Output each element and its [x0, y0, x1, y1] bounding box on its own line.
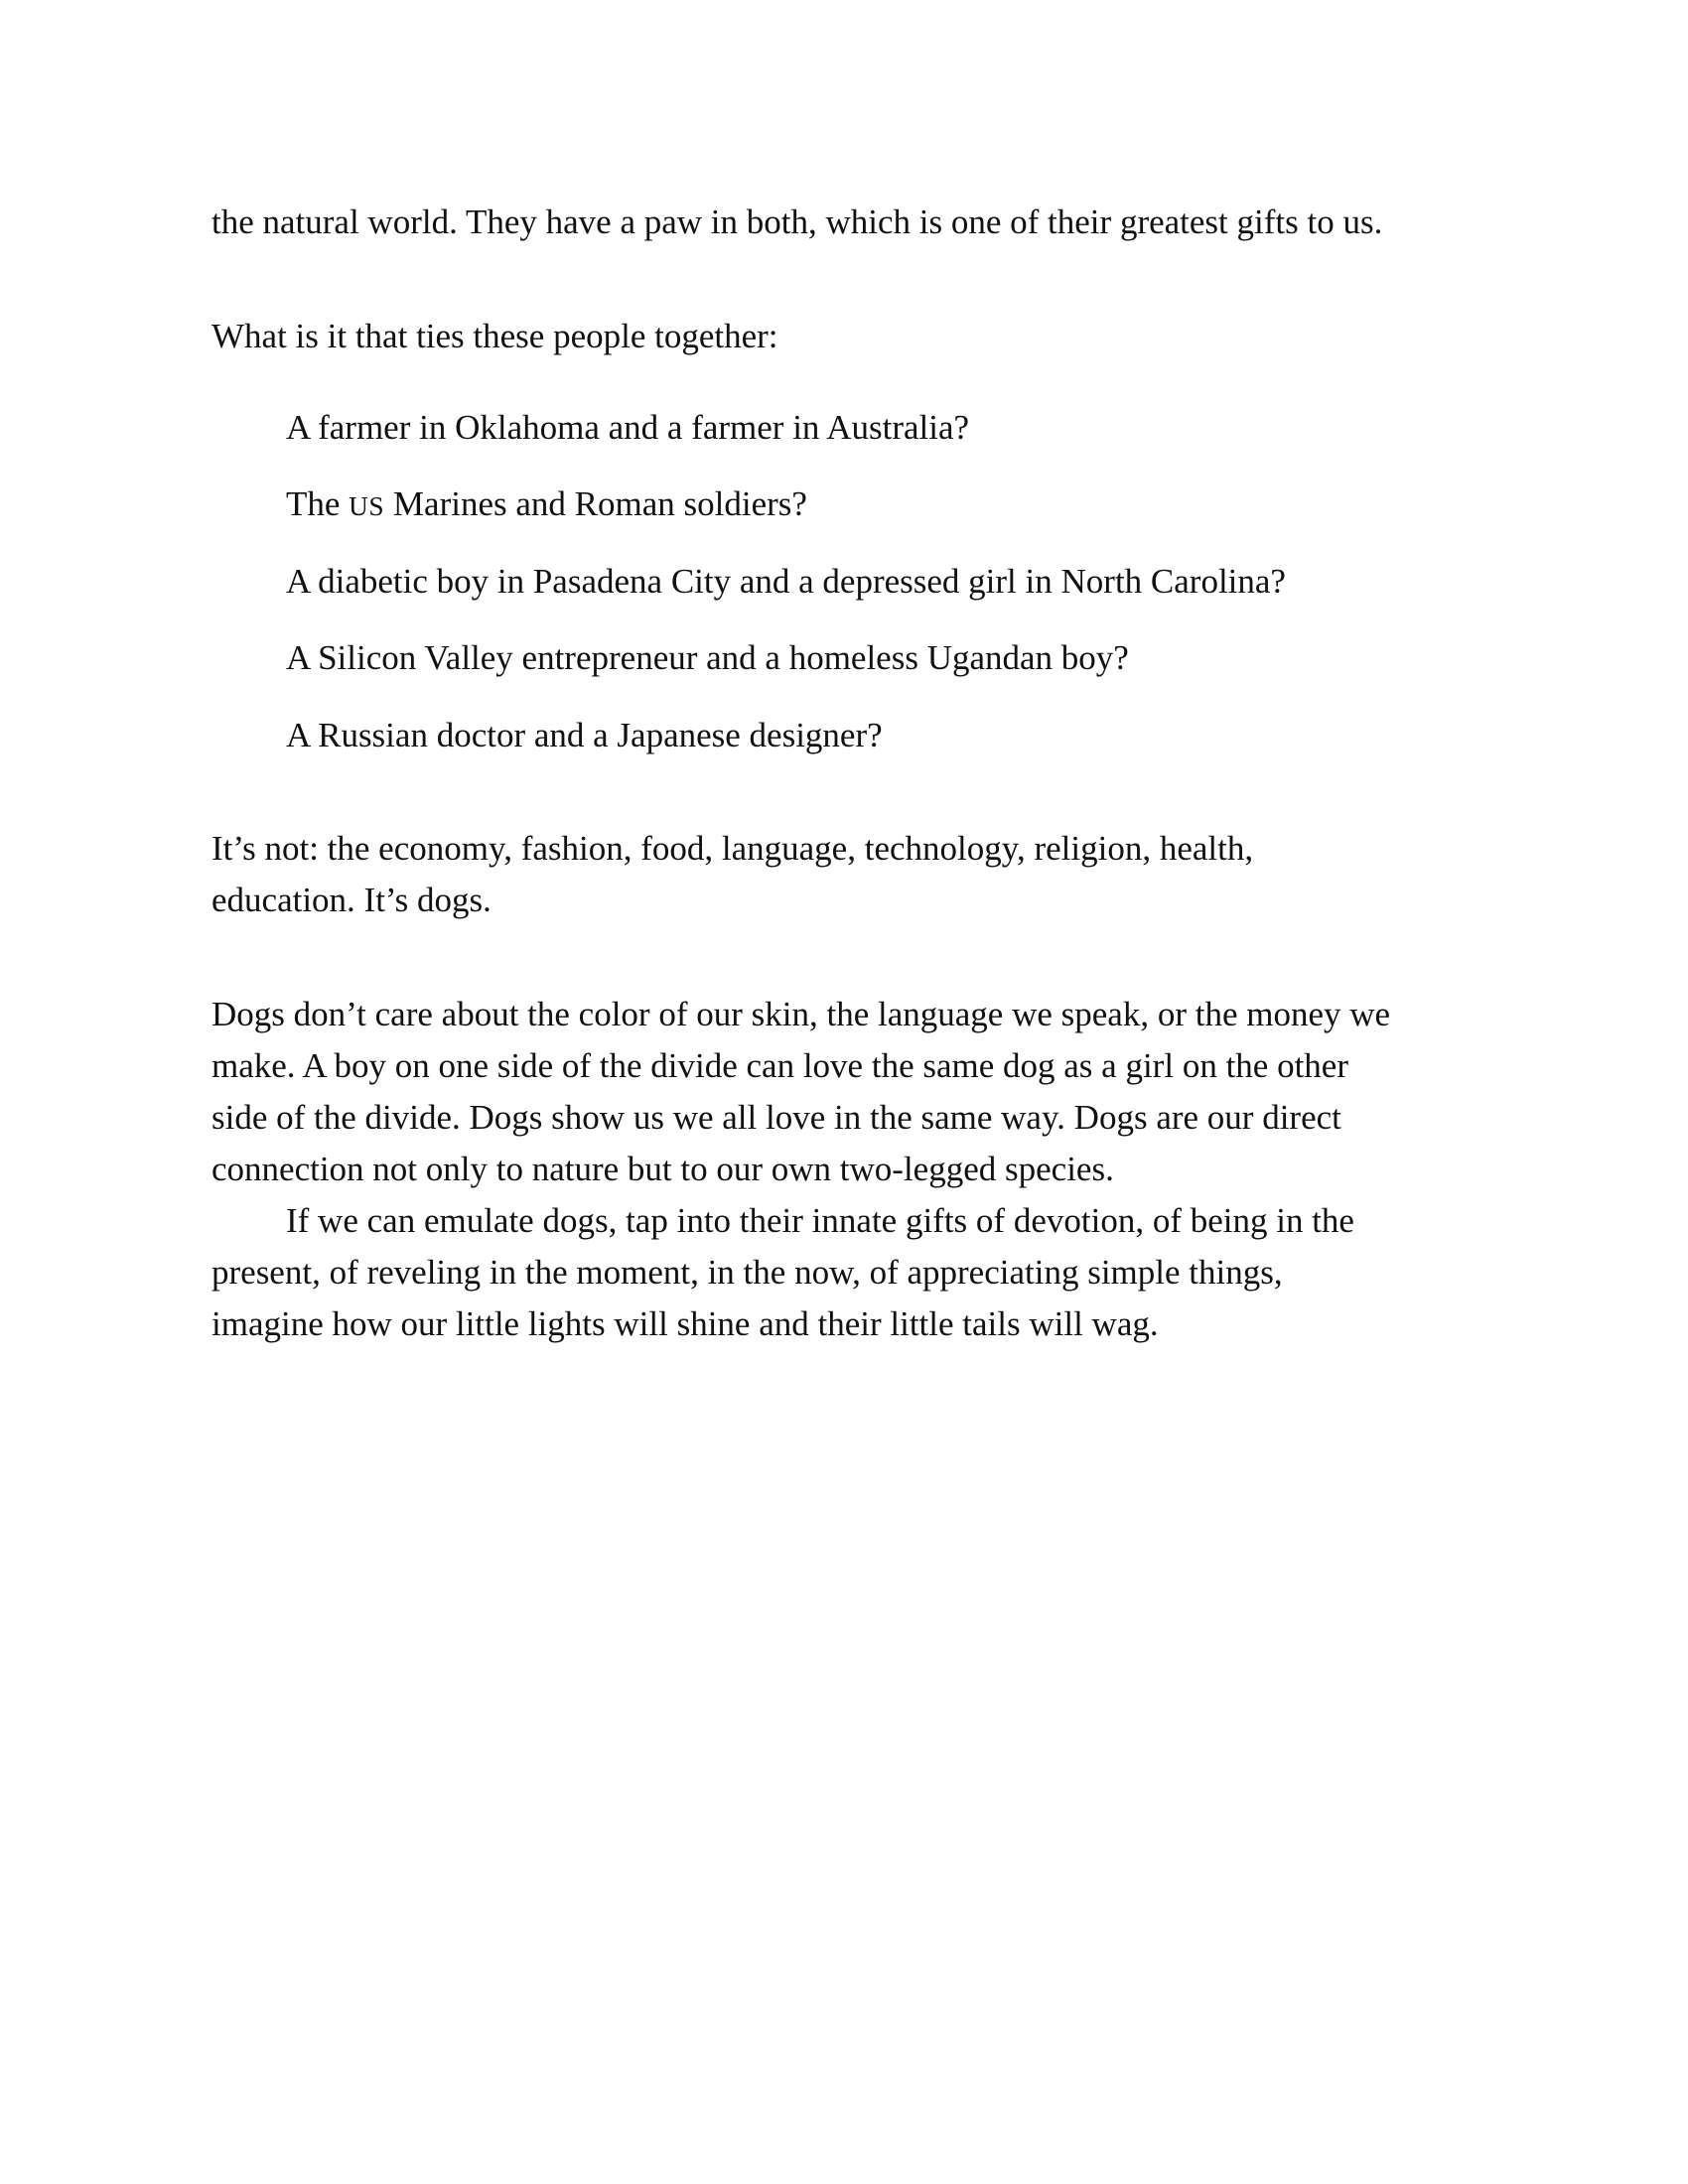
body-line: It’s not: the economy, fashion, food, language, technology, religion, health,	[211, 829, 1254, 868]
list-item: A Russian doctor and a Japanese designer?	[286, 716, 883, 754]
body-line: What is it that ties these people together:	[211, 317, 778, 355]
question-paragraph	[211, 311, 1492, 362]
body-line: imagine how our little lights will shine and their little tails will wag.	[211, 1304, 1159, 1343]
body-line: education. It’s dogs.	[211, 881, 492, 919]
list-item: A diabetic boy in Pasadena City and a depressed girl in North Carolina?	[286, 562, 1286, 601]
list-item	[286, 478, 807, 532]
body-line: connection not only to nature but to our own two-legged species.	[211, 1150, 1114, 1188]
list-item: A Silicon Valley entrepreneur and a homeless Ugandan boy?	[286, 638, 1129, 677]
list-item: A farmer in Oklahoma and a farmer in Australia?	[286, 408, 970, 447]
body-line: the natural world. They have a paw in both, which is one of their greatest gifts to us.	[211, 203, 1383, 241]
body-line: If we can emulate dogs, tap into their innate gifts of devotion, of being in the	[286, 1201, 1354, 1240]
body-line: make. A boy on one side of the divide can love the same dog as a girl on the other	[211, 1046, 1348, 1085]
continuation-paragraph	[211, 197, 1492, 248]
closing-paragraph	[211, 989, 1492, 1350]
body-line: Dogs don’t care about the color of our skin, the language we speak, or the money we	[211, 995, 1391, 1033]
list-item-prefix: The	[286, 484, 350, 523]
answer-paragraph	[211, 823, 1492, 926]
abbreviation: US	[349, 491, 385, 521]
body-line: side of the divide. Dogs show us we all love in the same way. Dogs are our direct	[211, 1098, 1341, 1137]
body-line: present, of reveling in the moment, in the now, of appreciating simple things,	[211, 1253, 1283, 1292]
list-item-suffix: Marines and Roman soldiers?	[384, 484, 807, 523]
